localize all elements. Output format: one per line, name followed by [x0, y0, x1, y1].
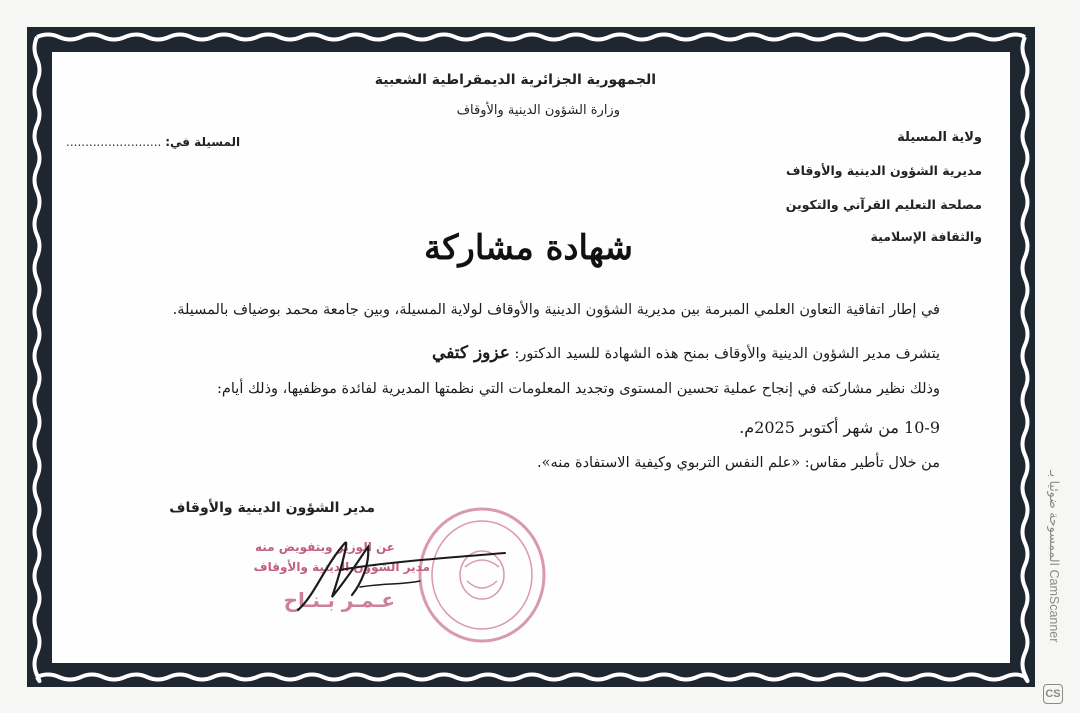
place-date-value: .........................	[66, 135, 162, 149]
award-paragraph	[432, 343, 940, 363]
service-label: مصلحة التعليم القرآني والتكوين	[785, 197, 982, 212]
camscanner-watermark: الممسوحة ضوئيا بـ CamScanner	[1047, 470, 1061, 643]
stamp-director-line: مدير الشؤون الدينية والأوقاف	[253, 560, 430, 574]
agreement-paragraph: في إطار اتفاقية التعاون العلمي المبرمة بين مديرية الشؤون الدينية والأوقاف لولاية المسيلة، وبين جامعة محمد بوضياف بالمسيلة.	[172, 302, 940, 318]
wilaya-label: ولاية المسيلة	[897, 130, 982, 145]
module-line: من خلال تأطير مقاس: «علم النفس التربوي وكيفية الاستفادة منه».	[536, 455, 940, 471]
republic-heading: الجمهورية الجزائرية الديمقراطية الشعبية	[374, 72, 656, 88]
place-date-label: المسيلة في:	[165, 135, 241, 149]
ministry-heading: وزارة الشؤون الدينية والأوقاف	[456, 103, 620, 118]
certificate-title: شهادة مشاركة	[424, 228, 634, 268]
recipient-name: عزوز كتفي	[432, 343, 510, 363]
signatory-title: مدير الشؤون الدينية والأوقاف	[169, 500, 375, 516]
place-date	[66, 135, 240, 149]
dates-line: 10-9 من شهر أكتوبر 2025م.	[739, 418, 940, 437]
stamp-director-name: عـمـر بـنـاح	[283, 588, 395, 612]
stamp-delegation-line: عن الوزير وبتفويض منه	[254, 540, 395, 554]
participation-paragraph: وذلك نظير مشاركته في إنجاح عملية تحسين المستوى وتجديد المعلومات التي نظمتها المديرية لفائدة موظفيها، وذلك أيام:	[217, 381, 940, 397]
service-label-cont: والثقافة الإسلامية	[870, 229, 982, 244]
directorate-label: مديرية الشؤون الدينية والأوقاف	[786, 163, 982, 178]
handwritten-signature	[290, 525, 520, 620]
camscanner-logo-icon: CS	[1043, 684, 1063, 704]
award-text: يتشرف مدير الشؤون الدينية والأوقاف بمنح هذه الشهادة للسيد الدكتور:	[514, 346, 940, 362]
